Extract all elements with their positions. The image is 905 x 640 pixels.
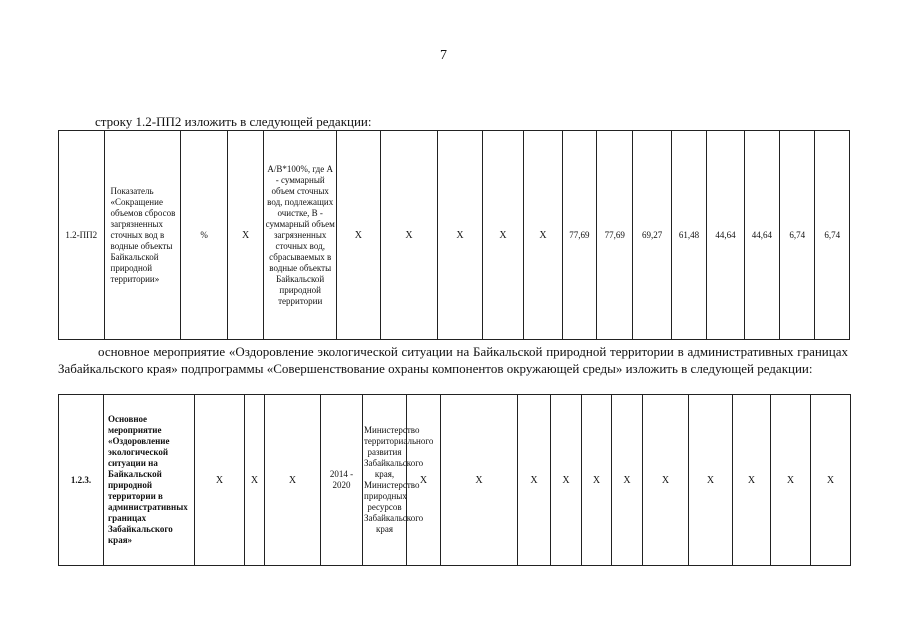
page-number: 7 bbox=[440, 48, 447, 63]
value-cell: 77,69 bbox=[597, 131, 633, 340]
indicator-table bbox=[58, 130, 850, 340]
value-cell: 61,48 bbox=[671, 131, 706, 340]
table-row bbox=[59, 131, 850, 340]
value-cell: 44,64 bbox=[744, 131, 779, 340]
table-cell: X bbox=[438, 131, 483, 340]
activity-table bbox=[58, 394, 851, 566]
activity-name: Основное мероприятие «Оздоровление экологической ситуации на Байкальской природной территории в административных границах Забайкальского края» bbox=[104, 395, 195, 566]
table-cell: X bbox=[407, 395, 441, 566]
row-code: 1.2.3. bbox=[59, 395, 104, 566]
table-cell: X bbox=[245, 395, 265, 566]
table-cell: X bbox=[227, 131, 263, 340]
unit-cell: % bbox=[181, 131, 228, 340]
table-cell: X bbox=[337, 131, 380, 340]
table-cell: X bbox=[551, 395, 582, 566]
intro-line-1: строку 1.2-ПП2 изложить в следующей редакции: bbox=[95, 114, 372, 129]
table-cell: X bbox=[441, 395, 518, 566]
value-cell: 6,74 bbox=[815, 131, 850, 340]
row-code: 1.2-ПП2 bbox=[59, 131, 105, 340]
value-cell: 77,69 bbox=[562, 131, 596, 340]
value-cell: 69,27 bbox=[633, 131, 671, 340]
indicator-name: Показатель «Сокращение объемов сбросов загрязненных сточных вод в водные объекты Байкальской природной территории» bbox=[104, 131, 181, 340]
table-cell: X bbox=[612, 395, 643, 566]
table-cell: X bbox=[524, 131, 562, 340]
table-cell: X bbox=[771, 395, 811, 566]
responsible-cell: Министерство территориального развития Забайкальского края, Министерство природных ресурсов Забайкальского края bbox=[363, 395, 407, 566]
table-cell: X bbox=[380, 131, 438, 340]
formula-cell: A/B*100%, где A - суммарный объем сточных вод, подлежащих очистке, B - суммарный объем загрязненных сточных вод, сбрасываемых в водные объекты Байкальской природной территории bbox=[264, 131, 337, 340]
table-cell: X bbox=[518, 395, 551, 566]
table-cell: X bbox=[811, 395, 851, 566]
table-cell: X bbox=[195, 395, 245, 566]
table-cell: X bbox=[643, 395, 689, 566]
table-cell: X bbox=[689, 395, 733, 566]
period-cell: 2014 - 2020 bbox=[321, 395, 363, 566]
value-cell: 44,64 bbox=[707, 131, 744, 340]
table-cell: X bbox=[482, 131, 523, 340]
table-cell: X bbox=[582, 395, 612, 566]
table-cell: X bbox=[265, 395, 321, 566]
table-cell: X bbox=[733, 395, 771, 566]
value-cell: 6,74 bbox=[780, 131, 815, 340]
table-row bbox=[59, 395, 851, 566]
intro-paragraph-2: основное мероприятие «Оздоровление экологической ситуации на Байкальской природной территории в административных границах Забайкальского края» подпрограммы «Совершенствование охраны компонентов окружающей среды» изложить в следующей редакции: bbox=[58, 344, 848, 376]
